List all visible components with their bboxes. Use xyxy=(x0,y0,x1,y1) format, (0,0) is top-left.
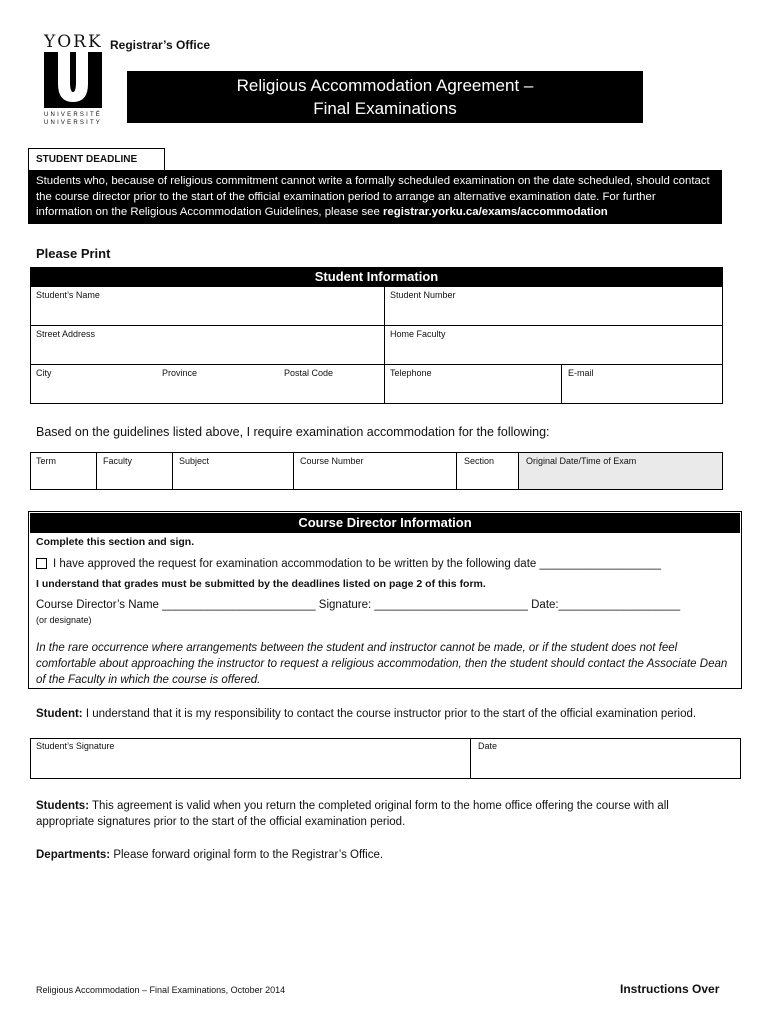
please-print-heading: Please Print xyxy=(36,246,111,261)
complete-instruction: Complete this section and sign. xyxy=(36,536,195,548)
row-divider xyxy=(30,364,723,365)
course-director-heading: Course Director Information xyxy=(30,513,740,533)
postal-code-field[interactable]: Postal Code xyxy=(284,368,334,378)
student-statement-text: I understand that it is my responsibility to contact the course instructor prior to the start of the official examination period. xyxy=(82,708,697,720)
students-note xyxy=(36,798,726,830)
term-field[interactable]: Term xyxy=(36,456,56,466)
faculty-field[interactable]: Faculty xyxy=(103,456,133,466)
student-name-field[interactable]: Student’s Name xyxy=(36,290,100,300)
home-faculty-field[interactable]: Home Faculty xyxy=(390,329,446,339)
approval-line xyxy=(36,558,661,570)
province-field[interactable]: Province xyxy=(162,368,198,378)
course-number-field[interactable]: Course Number xyxy=(300,456,364,466)
york-wordmark: YORK xyxy=(44,32,103,52)
departments-note xyxy=(36,849,383,861)
city-field[interactable]: City xyxy=(36,368,52,378)
row-divider xyxy=(30,325,723,326)
deadline-text: Students who, because of religious commitment cannot write a formally scheduled examination on the date scheduled, should contact the course director prior to the start of the official examination period to arrange an alternative examination date. For further information on the Religious Accommodation Guidelines, please see xyxy=(36,175,710,218)
col-divider xyxy=(384,286,385,404)
students-note-label: Students: xyxy=(36,800,90,812)
rare-occurrence-note: In the rare occurrence where arrangements between the student and instructor cannot be made, or if the student does not feel comfortable about approaching the instructor to request a religious accommodation, then the student should contact the Associate Dean of the Faculty in which the course is offered. xyxy=(36,642,728,686)
col-divider xyxy=(518,452,519,490)
telephone-field[interactable]: Telephone xyxy=(390,368,432,378)
student-statement xyxy=(36,708,696,720)
student-number-field[interactable]: Student Number xyxy=(390,290,456,300)
original-date-field[interactable]: Original Date/Time of Exam xyxy=(526,456,637,466)
footer-left: Religious Accommodation – Final Examinations, October 2014 xyxy=(36,985,286,995)
col-divider xyxy=(96,452,97,490)
col-divider xyxy=(293,452,294,490)
street-address-field[interactable]: Street Address xyxy=(36,329,96,339)
title-line-2: Final Examinations xyxy=(313,99,457,118)
director-signature-line[interactable]: Course Director’s Name ________________________ Signature: ________________________ Date:___________________ xyxy=(36,599,681,611)
university-label: UNIVERSITY xyxy=(44,120,103,126)
form-title xyxy=(127,71,643,123)
registrar-office-label: Registrar’s Office xyxy=(110,38,211,52)
student-info-heading: Student Information xyxy=(30,267,723,286)
signature-table xyxy=(30,738,741,779)
col-divider xyxy=(470,738,471,779)
student-info-table xyxy=(30,286,723,404)
approval-text: I have approved the request for examination accommodation to be written by the following date ___________________ xyxy=(53,558,662,570)
departments-note-text: Please forward original form to the Registrar’s Office. xyxy=(110,849,384,861)
title-line-1: Religious Accommodation Agreement – xyxy=(236,76,534,95)
student-statement-label: Student: xyxy=(36,708,83,720)
student-signature-field[interactable]: Student’s Signature xyxy=(36,741,115,751)
universite-label: UNIVERSITÉ xyxy=(44,112,103,118)
col-divider xyxy=(172,452,173,490)
exam-request-intro: Based on the guidelines listed above, I require examination accommodation for the following: xyxy=(36,425,550,439)
departments-note-label: Departments: xyxy=(36,849,111,861)
email-field[interactable]: E-mail xyxy=(568,368,594,378)
section-field[interactable]: Section xyxy=(464,456,495,466)
instructions-over-label: Instructions Over xyxy=(620,982,720,996)
designate-note: (or designate) xyxy=(36,615,92,625)
students-note-text: This agreement is valid when you return the completed original form to the home office offering the course with all appropriate signatures prior to the start of the official examination period. xyxy=(36,800,669,828)
deadline-notice xyxy=(28,170,722,224)
col-divider xyxy=(561,364,562,404)
subject-field[interactable]: Subject xyxy=(179,456,210,466)
signature-date-field[interactable]: Date xyxy=(478,741,498,751)
approval-checkbox[interactable] xyxy=(36,558,47,569)
grades-note: I understand that grades must be submitted by the deadlines listed on page 2 of this form. xyxy=(36,578,486,590)
col-divider xyxy=(456,452,457,490)
accommodation-link[interactable]: registrar.yorku.ca/exams/accommodation xyxy=(382,206,608,218)
york-u-logo xyxy=(44,52,102,108)
deadline-tab: STUDENT DEADLINE xyxy=(28,148,165,170)
